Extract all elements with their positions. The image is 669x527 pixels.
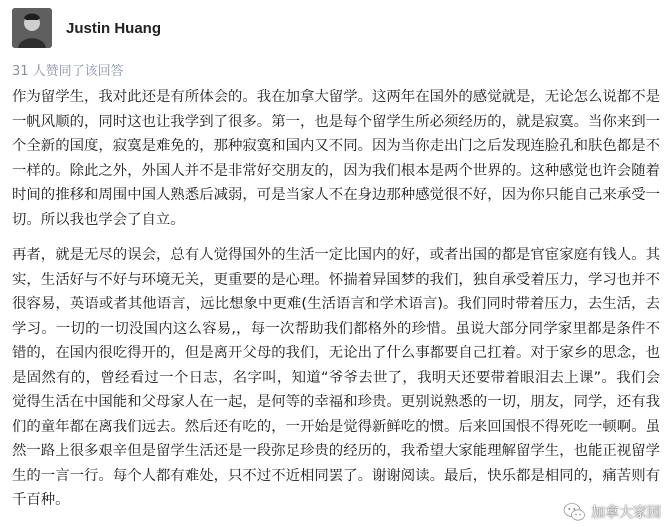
answer-paragraph-1: 作为留学生，我对此还是有所体会的。我在加拿大留学。这两年在国外的感觉就是，无论怎么说都不是一帆风顺的，同时这也让我学到了很多。第一，也是每个留学生所必须经历的，就是寂寞。当你来到一个全新的国度，寂寞是难免的，那种寂寞和国内又不同。因为当你走出门之后发现连脸孔和肤色都是不一样的。除此之外，外国人并不是非常好交朋友的，因为我们根本是两个世界的。这种感觉也许会随着时间的推移和周围中国人熟悉后减弱，可是当家人不在身边那种感觉很不好，因为你只能自己来承受一切。所以我也学会了自立。	[12, 89, 660, 228]
author-name[interactable]: Justin Huang	[66, 19, 162, 37]
watermark-text: 加拿大家园	[591, 505, 661, 521]
author-photo-icon	[12, 8, 52, 48]
wechat-logo-icon	[563, 501, 585, 523]
answer-paragraph-2: 再者，就是无尽的误会，总有人觉得国外的生活一定比国内的好，或者出国的都是官宦家庭有钱人。其实，生活好与不好与环境无关，更重要的是心理。怀揣着异国梦的我们，独自承受着压力，学习也并不很容易，英语或者其他语言，远比想象中更难(生活语言和学术语言)。我们同时带着压力，去生活，去学习。一切的一切没国内这么容易,，每一次帮助我们都格外的珍惜。虽说大部分同学家里都是条件不错的，在国内很吃得开的，但是离开父母的我们，无论出了什么事都要自己扛着。对于家乡的思念，也是固然有的，曾经看过一个日志，名字叫，知道“爷爷去世了，我明天还要带着眼泪去上课”。我们会觉得生活在中国能和父母家人在一起，是何等的幸福和珍贵。更别说熟悉的一切，朋友，同学，还有我们的童年都在离我们远去。然后还有吃的，一开始是觉得新鲜吃的惯。后来回国恨不得死吃一顿啊。虽然一路上很多艰辛但是留学生活还是一段弥足珍贵的经历的，我希望大家能理解留学生，也能正视留学生的一言一行。每个人都有难处，只不过不近相同罢了。谢谢阅读。最后，快乐都是相同的，痛苦则有千百种。	[12, 247, 660, 508]
upvote-count[interactable]: 31 人赞同了该回答	[12, 64, 124, 79]
answer-header	[12, 6, 161, 50]
watermark	[563, 501, 661, 523]
author-avatar[interactable]	[12, 8, 52, 48]
